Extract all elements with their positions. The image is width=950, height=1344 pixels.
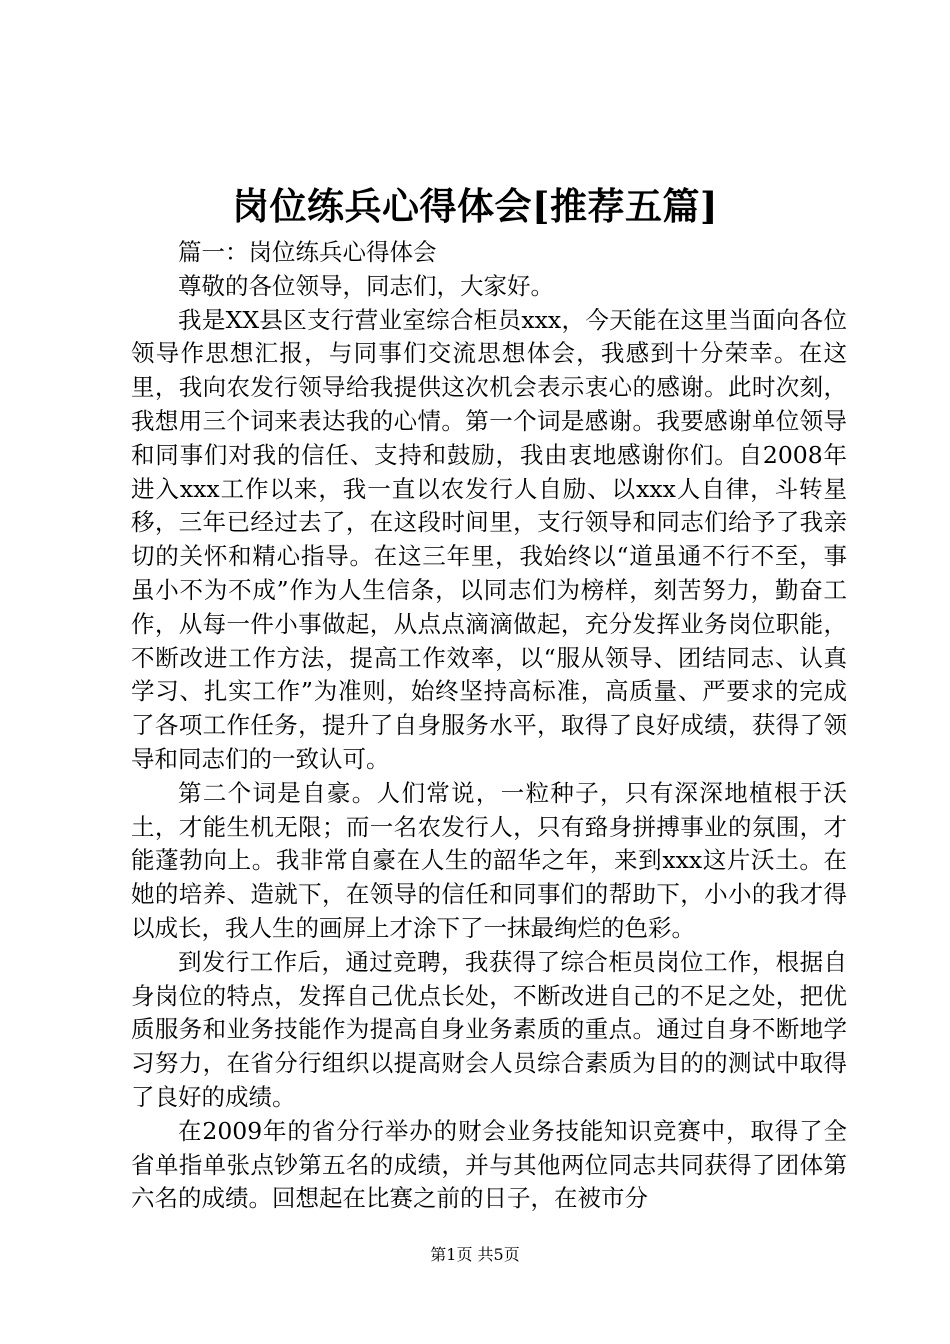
section-heading: 篇一：岗位练兵心得体会 [178,238,437,266]
body-paragraph: 第二个词是自豪。人们常说，一粒种子，只有深深地植根于沃土，才能生机无限；而一名农发行人，只有臵身拼搏事业的氛围，才能蓬勃向上。我非常自豪在人生的韶华之年，来到xxx这片沃土。在她的培养、造就下，在领导的信任和同事们的帮助下，小小的我才得以成长，我人生的画屏上才涂下了一抹最绚烂的色彩。 [131,778,847,942]
body-paragraph: 我是XX县区支行营业室综合柜员xxx，今天能在这里当面向各位领导作思想汇报，与同事们交流思想体会，我感到十分荣幸。在这里，我向农发行领导给我提供这次机会表示衷心的感谢。此时次刻，我想用三个词来表达我的心情。第一个词是感谢。我要感谢单位领导和同事们对我的信任、支持和鼓励，我由衷地感谢你们。自2008年进入xxx工作以来，我一直以农发行人自励、以xxx人自律，斗转星移，三年已经过去了，在这段时间里，支行领导和同志们给予了我亲切的关怀和精心指导。在这三年里，我始终以“道虽通不行不至，事虽小不为不成”作为人生信条，以同志们为榜样，刻苦努力，勤奋工作，从每一件小事做起，从点点滴滴做起，充分发挥业务岗位职能，不断改进工作方法，提高工作效率，以“服从领导、团结同志、认真学习、扎实工作”为准则，始终坚持高标准，高质量、严要求的完成了各项工作任务，提升了自身服务水平，取得了良好成绩，获得了领导和同志们的一致认可。 [131,305,847,773]
greeting-paragraph: 尊敬的各位领导，同志们，大家好。 [178,271,554,300]
document-body [131,236,847,1216]
body-paragraph: 到发行工作后，通过竞聘，我获得了综合柜员岗位工作，根据自身岗位的特点，发挥自己优点长处，不断改进自己的不足之处，把优质服务和业务技能作为提高自身业务素质的重点。通过自身不断地学习努力，在省分行组织以提高财会人员综合素质为目的的测试中取得了良好的成绩。 [131,947,847,1111]
document-title: 岗位练兵心得体会[推荐五篇] [231,184,718,228]
page-number-footer: 第1页 共5页 [430,1245,520,1264]
body-paragraph: 在2009年的省分行举办的财会业务技能知识竞赛中，取得了全省单指单张点钞第五名的成绩，并与其他两位同志共同获得了团体第六名的成绩。回想起在比赛之前的日子，在被市分 [131,1116,847,1213]
